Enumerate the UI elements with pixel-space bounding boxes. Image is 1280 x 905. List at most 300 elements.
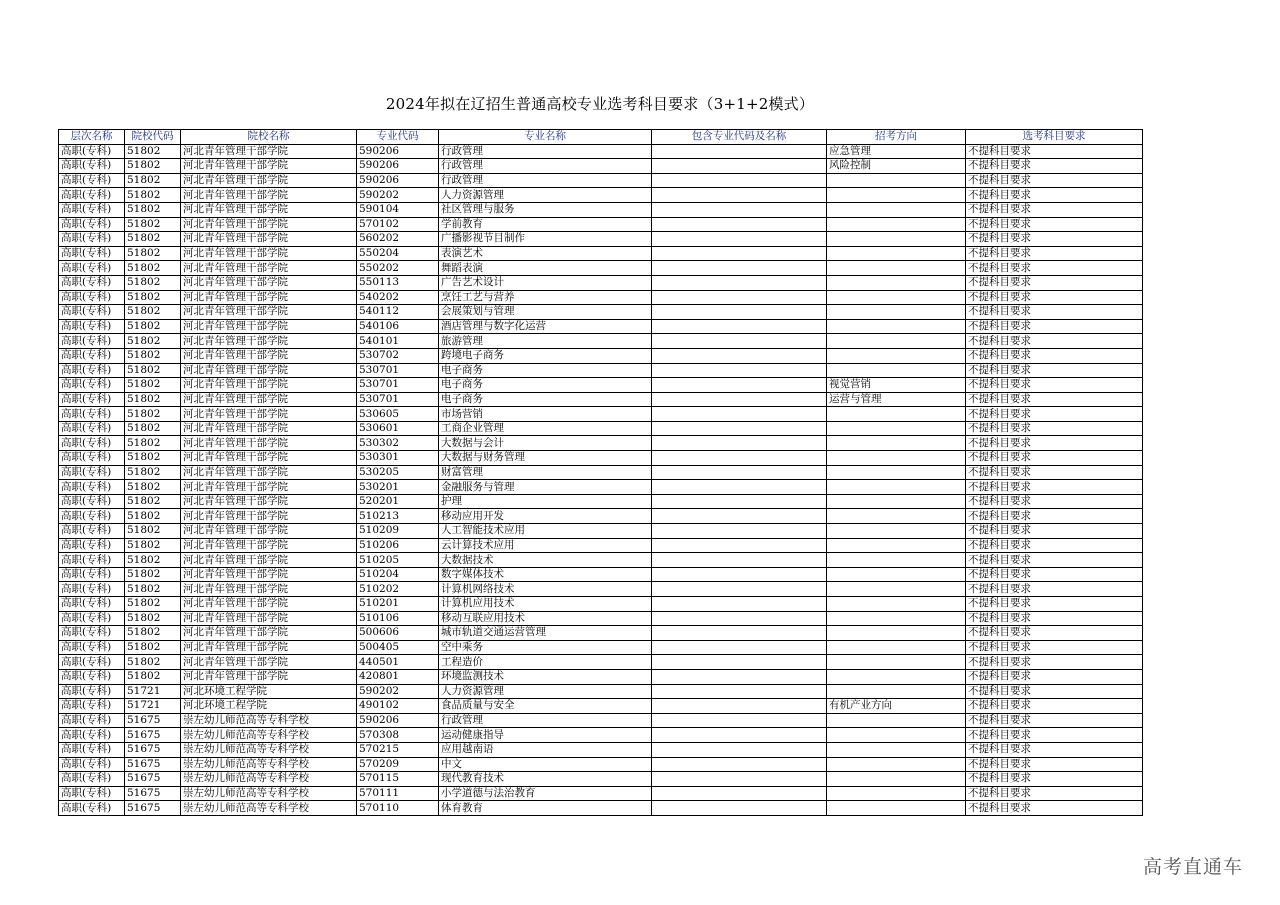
major-name-cell: 金融服务与管理 — [439, 480, 652, 495]
subject-requirement-cell: 不提科目要求 — [966, 451, 1143, 466]
included-majors-cell — [652, 655, 827, 670]
table-row — [59, 669, 1143, 684]
direction-cell — [827, 553, 966, 568]
level-cell: 高职(专科) — [59, 684, 125, 699]
table-row — [59, 392, 1143, 407]
direction-cell — [827, 509, 966, 524]
major-code-cell: 420801 — [357, 669, 439, 684]
major-code-cell: 570110 — [357, 801, 439, 816]
included-majors-cell — [652, 611, 827, 626]
major-name-cell: 中文 — [439, 757, 652, 772]
direction-cell — [827, 669, 966, 684]
direction-cell — [827, 246, 966, 261]
major-code-cell: 440501 — [357, 655, 439, 670]
major-name-cell: 会展策划与管理 — [439, 305, 652, 320]
major-name-cell: 计算机网络技术 — [439, 582, 652, 597]
school-name-cell: 河北青年管理干部学院 — [181, 553, 357, 568]
major-code-cell: 510202 — [357, 582, 439, 597]
school-code-cell: 51802 — [125, 669, 181, 684]
table-row — [59, 538, 1143, 553]
level-cell: 高职(专科) — [59, 742, 125, 757]
table-row — [59, 699, 1143, 714]
included-majors-header: 包含专业代码及名称 — [652, 130, 827, 145]
major-name-cell: 社区管理与服务 — [439, 202, 652, 217]
level-cell: 高职(专科) — [59, 757, 125, 772]
subject-requirement-cell: 不提科目要求 — [966, 494, 1143, 509]
subject-requirement-cell: 不提科目要求 — [966, 801, 1143, 816]
subject-requirement-cell: 不提科目要求 — [966, 742, 1143, 757]
direction-cell — [827, 173, 966, 188]
subject-requirement-cell: 不提科目要求 — [966, 567, 1143, 582]
included-majors-cell — [652, 378, 827, 393]
included-majors-cell — [652, 232, 827, 247]
table-row — [59, 144, 1143, 159]
table-row — [59, 713, 1143, 728]
major-name-cell: 行政管理 — [439, 713, 652, 728]
school-name-cell: 河北青年管理干部学院 — [181, 655, 357, 670]
subject-requirement-cell: 不提科目要求 — [966, 421, 1143, 436]
school-code-cell: 51675 — [125, 713, 181, 728]
major-name-cell: 小学道德与法治教育 — [439, 786, 652, 801]
table-row — [59, 480, 1143, 495]
direction-cell — [827, 305, 966, 320]
major-code-cell: 530605 — [357, 407, 439, 422]
major-code-cell: 560202 — [357, 232, 439, 247]
level-cell: 高职(专科) — [59, 202, 125, 217]
major-code-cell: 510201 — [357, 597, 439, 612]
included-majors-cell — [652, 290, 827, 305]
school-name-cell: 河北青年管理干部学院 — [181, 509, 357, 524]
major-name-cell: 舞蹈表演 — [439, 261, 652, 276]
direction-cell — [827, 188, 966, 203]
level-cell: 高职(专科) — [59, 611, 125, 626]
major-code-cell: 500606 — [357, 626, 439, 641]
major-code-cell: 550202 — [357, 261, 439, 276]
included-majors-cell — [652, 159, 827, 174]
level-cell: 高职(专科) — [59, 275, 125, 290]
school-code-cell: 51721 — [125, 699, 181, 714]
school-name-cell: 河北青年管理干部学院 — [181, 669, 357, 684]
table-row — [59, 246, 1143, 261]
major-name-cell: 表演艺术 — [439, 246, 652, 261]
major-code-cell: 510209 — [357, 524, 439, 539]
school-name-cell: 河北青年管理干部学院 — [181, 305, 357, 320]
included-majors-cell — [652, 713, 827, 728]
major-name-cell: 食品质量与安全 — [439, 699, 652, 714]
major-code-cell: 570102 — [357, 217, 439, 232]
document-title: 2024年拟在辽招生普通高校专业选考科目要求（3+1+2模式） — [385, 95, 815, 113]
level-cell: 高职(专科) — [59, 597, 125, 612]
school-name-cell: 河北青年管理干部学院 — [181, 348, 357, 363]
subject-requirement-cell: 不提科目要求 — [966, 626, 1143, 641]
included-majors-cell — [652, 728, 827, 743]
table-row — [59, 494, 1143, 509]
major-code-cell: 570115 — [357, 772, 439, 787]
major-name-cell: 行政管理 — [439, 159, 652, 174]
table-row — [59, 640, 1143, 655]
subject-requirement-cell: 不提科目要求 — [966, 699, 1143, 714]
major-code-cell: 530601 — [357, 421, 439, 436]
major-code-cell: 590206 — [357, 173, 439, 188]
school-name-cell: 河北青年管理干部学院 — [181, 378, 357, 393]
school-code-cell: 51802 — [125, 232, 181, 247]
subject-requirement-cell: 不提科目要求 — [966, 319, 1143, 334]
subject-requirement-cell: 不提科目要求 — [966, 159, 1143, 174]
school-name-cell: 河北青年管理干部学院 — [181, 392, 357, 407]
school-name-cell: 河北青年管理干部学院 — [181, 363, 357, 378]
major-name-cell: 现代教育技术 — [439, 772, 652, 787]
subject-requirement-cell: 不提科目要求 — [966, 465, 1143, 480]
subject-requirement-cell: 不提科目要求 — [966, 480, 1143, 495]
level-cell: 高职(专科) — [59, 582, 125, 597]
table-row — [59, 305, 1143, 320]
school-code-cell: 51802 — [125, 480, 181, 495]
level-cell: 高职(专科) — [59, 188, 125, 203]
level-cell: 高职(专科) — [59, 451, 125, 466]
school-code-cell: 51802 — [125, 597, 181, 612]
direction-cell — [827, 480, 966, 495]
school-name-cell: 崇左幼儿师范高等专科学校 — [181, 772, 357, 787]
school-name-cell: 河北青年管理干部学院 — [181, 319, 357, 334]
major-name-cell: 护理 — [439, 494, 652, 509]
subject-requirement-cell: 不提科目要求 — [966, 173, 1143, 188]
table-row — [59, 451, 1143, 466]
major-code-cell: 570308 — [357, 728, 439, 743]
table-row — [59, 421, 1143, 436]
included-majors-cell — [652, 582, 827, 597]
direction-cell — [827, 757, 966, 772]
level-cell: 高职(专科) — [59, 567, 125, 582]
school-code-cell: 51802 — [125, 319, 181, 334]
subject-requirement-cell: 不提科目要求 — [966, 202, 1143, 217]
school-name-cell: 崇左幼儿师范高等专科学校 — [181, 728, 357, 743]
direction-cell — [827, 713, 966, 728]
school-name-cell: 河北青年管理干部学院 — [181, 334, 357, 349]
level-cell: 高职(专科) — [59, 655, 125, 670]
major-code-cell: 590206 — [357, 713, 439, 728]
major-name-cell: 酒店管理与数字化运营 — [439, 319, 652, 334]
level-cell: 高职(专科) — [59, 407, 125, 422]
school-name-cell: 河北青年管理干部学院 — [181, 275, 357, 290]
major-code-cell: 590206 — [357, 144, 439, 159]
school-code-cell: 51802 — [125, 553, 181, 568]
direction-cell — [827, 202, 966, 217]
subject-requirement-cell: 不提科目要求 — [966, 684, 1143, 699]
major-name-cell: 行政管理 — [439, 173, 652, 188]
level-cell: 高职(专科) — [59, 669, 125, 684]
school-name-cell: 河北青年管理干部学院 — [181, 246, 357, 261]
included-majors-cell — [652, 334, 827, 349]
school-name-cell: 河北环境工程学院 — [181, 684, 357, 699]
major-name-cell: 运动健康指导 — [439, 728, 652, 743]
included-majors-cell — [652, 202, 827, 217]
included-majors-cell — [652, 772, 827, 787]
school-code-cell: 51802 — [125, 159, 181, 174]
table-row — [59, 232, 1143, 247]
table-row — [59, 173, 1143, 188]
school-name-cell: 河北青年管理干部学院 — [181, 451, 357, 466]
included-majors-cell — [652, 742, 827, 757]
subject-requirement-cell: 不提科目要求 — [966, 786, 1143, 801]
school-code-cell: 51802 — [125, 640, 181, 655]
table-row — [59, 290, 1143, 305]
school-code-cell: 51802 — [125, 202, 181, 217]
school-code-cell: 51675 — [125, 801, 181, 816]
major-name-cell: 人工智能技术应用 — [439, 524, 652, 539]
major-name-cell: 大数据技术 — [439, 553, 652, 568]
direction-cell — [827, 436, 966, 451]
major-name-cell: 计算机应用技术 — [439, 597, 652, 612]
major-code-cell: 540202 — [357, 290, 439, 305]
school-code-cell: 51802 — [125, 451, 181, 466]
included-majors-cell — [652, 699, 827, 714]
direction-cell — [827, 465, 966, 480]
included-majors-cell — [652, 480, 827, 495]
level-cell: 高职(专科) — [59, 348, 125, 363]
table-row — [59, 524, 1143, 539]
school-code-cell: 51675 — [125, 742, 181, 757]
direction-cell — [827, 524, 966, 539]
major-name-cell: 人力资源管理 — [439, 188, 652, 203]
table-row — [59, 801, 1143, 816]
major-name-cell: 跨境电子商务 — [439, 348, 652, 363]
level-cell: 高职(专科) — [59, 699, 125, 714]
level-cell: 高职(专科) — [59, 334, 125, 349]
direction-cell — [827, 363, 966, 378]
school-code-cell: 51675 — [125, 772, 181, 787]
major-name-header: 专业名称 — [439, 130, 652, 145]
major-name-cell: 财富管理 — [439, 465, 652, 480]
table-row — [59, 217, 1143, 232]
table-row — [59, 611, 1143, 626]
direction-cell — [827, 801, 966, 816]
major-name-cell: 旅游管理 — [439, 334, 652, 349]
major-code-cell: 530302 — [357, 436, 439, 451]
subject-requirement-cell: 不提科目要求 — [966, 392, 1143, 407]
school-code-cell: 51802 — [125, 421, 181, 436]
major-code-cell: 520201 — [357, 494, 439, 509]
school-name-cell: 崇左幼儿师范高等专科学校 — [181, 713, 357, 728]
direction-cell — [827, 538, 966, 553]
major-code-cell: 530301 — [357, 451, 439, 466]
included-majors-cell — [652, 524, 827, 539]
included-majors-cell — [652, 436, 827, 451]
direction-cell — [827, 655, 966, 670]
level-cell: 高职(专科) — [59, 436, 125, 451]
school-name-cell: 河北青年管理干部学院 — [181, 480, 357, 495]
major-name-cell: 空中乘务 — [439, 640, 652, 655]
included-majors-cell — [652, 363, 827, 378]
major-name-cell: 工商企业管理 — [439, 421, 652, 436]
included-majors-cell — [652, 305, 827, 320]
direction-cell — [827, 334, 966, 349]
subject-requirement-cell: 不提科目要求 — [966, 597, 1143, 612]
direction-cell: 应急管理 — [827, 144, 966, 159]
level-cell: 高职(专科) — [59, 392, 125, 407]
level-cell: 高职(专科) — [59, 246, 125, 261]
direction-cell — [827, 494, 966, 509]
watermark-logo-text: 高考直通车 — [1143, 856, 1244, 878]
level-cell: 高职(专科) — [59, 290, 125, 305]
table-row — [59, 786, 1143, 801]
major-code-cell: 590104 — [357, 202, 439, 217]
subject-requirement-header: 选考科目要求 — [966, 130, 1143, 145]
included-majors-cell — [652, 246, 827, 261]
included-majors-cell — [652, 553, 827, 568]
level-header: 层次名称 — [59, 130, 125, 145]
table-row — [59, 597, 1143, 612]
included-majors-cell — [652, 188, 827, 203]
major-name-cell: 学前教育 — [439, 217, 652, 232]
major-name-cell: 体育教育 — [439, 801, 652, 816]
school-name-cell: 河北青年管理干部学院 — [181, 567, 357, 582]
school-name-cell: 河北青年管理干部学院 — [181, 465, 357, 480]
major-code-cell: 530205 — [357, 465, 439, 480]
school-code-cell: 51802 — [125, 465, 181, 480]
major-code-cell: 530701 — [357, 378, 439, 393]
major-name-cell: 烹饪工艺与营养 — [439, 290, 652, 305]
level-cell: 高职(专科) — [59, 728, 125, 743]
direction-cell — [827, 290, 966, 305]
direction-cell — [827, 348, 966, 363]
included-majors-cell — [652, 319, 827, 334]
school-code-cell: 51675 — [125, 728, 181, 743]
major-code-cell: 510213 — [357, 509, 439, 524]
table-row — [59, 582, 1143, 597]
included-majors-cell — [652, 567, 827, 582]
school-name-cell: 河北青年管理干部学院 — [181, 173, 357, 188]
direction-cell — [827, 567, 966, 582]
subject-requirement-cell: 不提科目要求 — [966, 538, 1143, 553]
school-code-cell: 51802 — [125, 144, 181, 159]
major-code-cell: 490102 — [357, 699, 439, 714]
subject-requirement-cell: 不提科目要求 — [966, 232, 1143, 247]
school-code-cell: 51802 — [125, 524, 181, 539]
school-code-cell: 51802 — [125, 611, 181, 626]
subject-requirement-cell: 不提科目要求 — [966, 728, 1143, 743]
major-code-cell: 540101 — [357, 334, 439, 349]
direction-cell — [827, 742, 966, 757]
direction-cell — [827, 640, 966, 655]
subject-requirement-cell: 不提科目要求 — [966, 334, 1143, 349]
school-name-cell: 河北青年管理干部学院 — [181, 640, 357, 655]
school-name-cell: 河北青年管理干部学院 — [181, 407, 357, 422]
direction-cell: 有机产业方向 — [827, 699, 966, 714]
included-majors-cell — [652, 392, 827, 407]
school-code-cell: 51802 — [125, 378, 181, 393]
included-majors-cell — [652, 801, 827, 816]
school-code-header: 院校代码 — [125, 130, 181, 145]
major-code-header: 专业代码 — [357, 130, 439, 145]
level-cell: 高职(专科) — [59, 217, 125, 232]
major-code-cell: 530701 — [357, 392, 439, 407]
table-row — [59, 567, 1143, 582]
included-majors-cell — [652, 261, 827, 276]
school-code-cell: 51675 — [125, 786, 181, 801]
level-cell: 高职(专科) — [59, 713, 125, 728]
subject-requirement-cell: 不提科目要求 — [966, 582, 1143, 597]
included-majors-cell — [652, 144, 827, 159]
school-code-cell: 51802 — [125, 407, 181, 422]
school-name-header: 院校名称 — [181, 130, 357, 145]
school-name-cell: 河北青年管理干部学院 — [181, 217, 357, 232]
major-code-cell: 530701 — [357, 363, 439, 378]
level-cell: 高职(专科) — [59, 626, 125, 641]
school-code-cell: 51802 — [125, 275, 181, 290]
major-name-cell: 广播影视节目制作 — [439, 232, 652, 247]
school-name-cell: 河北青年管理干部学院 — [181, 188, 357, 203]
school-code-cell: 51802 — [125, 188, 181, 203]
included-majors-cell — [652, 451, 827, 466]
major-code-cell: 570209 — [357, 757, 439, 772]
major-name-cell: 电子商务 — [439, 363, 652, 378]
major-code-cell: 510205 — [357, 553, 439, 568]
included-majors-cell — [652, 421, 827, 436]
school-name-cell: 河北青年管理干部学院 — [181, 144, 357, 159]
direction-cell — [827, 728, 966, 743]
subject-requirement-cell: 不提科目要求 — [966, 713, 1143, 728]
school-name-cell: 河北青年管理干部学院 — [181, 538, 357, 553]
school-name-cell: 河北青年管理干部学院 — [181, 626, 357, 641]
table-row — [59, 465, 1143, 480]
level-cell: 高职(专科) — [59, 261, 125, 276]
major-name-cell: 应用越南语 — [439, 742, 652, 757]
level-cell: 高职(专科) — [59, 538, 125, 553]
level-cell: 高职(专科) — [59, 378, 125, 393]
direction-cell — [827, 611, 966, 626]
major-code-cell: 510206 — [357, 538, 439, 553]
included-majors-cell — [652, 640, 827, 655]
major-name-cell: 行政管理 — [439, 144, 652, 159]
major-name-cell: 城市轨道交通运营管理 — [439, 626, 652, 641]
direction-cell: 视觉营销 — [827, 378, 966, 393]
major-name-cell: 市场营销 — [439, 407, 652, 422]
included-majors-cell — [652, 786, 827, 801]
level-cell: 高职(专科) — [59, 144, 125, 159]
table-row — [59, 319, 1143, 334]
level-cell: 高职(专科) — [59, 801, 125, 816]
table-row — [59, 159, 1143, 174]
major-name-cell: 移动应用开发 — [439, 509, 652, 524]
subject-requirement-cell: 不提科目要求 — [966, 363, 1143, 378]
table-row — [59, 626, 1143, 641]
subject-requirement-cell: 不提科目要求 — [966, 509, 1143, 524]
school-code-cell: 51802 — [125, 626, 181, 641]
level-cell: 高职(专科) — [59, 421, 125, 436]
direction-cell: 风险控制 — [827, 159, 966, 174]
subject-requirement-cell: 不提科目要求 — [966, 144, 1143, 159]
included-majors-cell — [652, 626, 827, 641]
included-majors-cell — [652, 217, 827, 232]
school-code-cell: 51802 — [125, 261, 181, 276]
major-name-cell: 人力资源管理 — [439, 684, 652, 699]
school-name-cell: 河北青年管理干部学院 — [181, 524, 357, 539]
major-name-cell: 电子商务 — [439, 378, 652, 393]
direction-cell — [827, 597, 966, 612]
table-row — [59, 684, 1143, 699]
included-majors-cell — [652, 669, 827, 684]
subject-requirement-cell: 不提科目要求 — [966, 407, 1143, 422]
subject-requirement-cell: 不提科目要求 — [966, 655, 1143, 670]
table-row — [59, 436, 1143, 451]
subject-requirement-cell: 不提科目要求 — [966, 348, 1143, 363]
level-cell: 高职(专科) — [59, 480, 125, 495]
school-code-cell: 51802 — [125, 436, 181, 451]
school-code-cell: 51802 — [125, 173, 181, 188]
major-name-cell: 云计算技术应用 — [439, 538, 652, 553]
major-code-cell: 500405 — [357, 640, 439, 655]
level-cell: 高职(专科) — [59, 640, 125, 655]
